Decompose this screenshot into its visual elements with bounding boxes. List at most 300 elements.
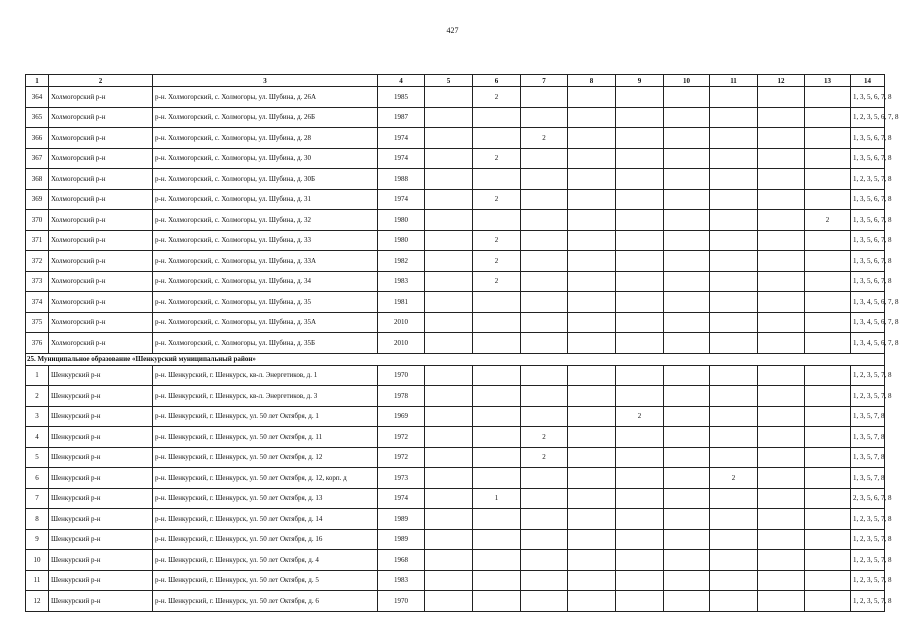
col9-cell — [616, 128, 664, 149]
col7-cell — [521, 251, 568, 272]
col5-cell — [425, 128, 473, 149]
row-number: 364 — [26, 87, 49, 108]
column-number-header-row — [26, 75, 885, 87]
col11-cell — [710, 148, 758, 169]
col8-cell — [568, 406, 616, 427]
address-cell: р-н. Шенкурский, г. Шенкурск, ул. 50 лет Октября, д. 1 — [153, 406, 378, 427]
col5-cell — [425, 570, 473, 591]
address-cell: р-н. Шенкурский, г. Шенкурск, ул. 50 лет Октября, д. 11 — [153, 427, 378, 448]
col6-cell — [473, 169, 521, 190]
col11-cell — [710, 169, 758, 190]
district-cell: Холмогорский р-н — [49, 169, 153, 190]
col5-cell — [425, 365, 473, 386]
col8-cell — [568, 550, 616, 571]
attributes-cell: 1, 3, 5, 7, 8 — [851, 447, 885, 468]
row-number: 7 — [26, 488, 49, 509]
col9-cell — [616, 312, 664, 333]
col10-cell — [664, 570, 710, 591]
col10-cell — [664, 468, 710, 489]
column-header: 5 — [425, 75, 473, 87]
col13-cell — [805, 312, 851, 333]
col9-cell — [616, 468, 664, 489]
col6-cell — [473, 468, 521, 489]
col8-cell — [568, 107, 616, 128]
year-cell: 2010 — [378, 312, 425, 333]
column-header: 7 — [521, 75, 568, 87]
table-row — [26, 292, 885, 313]
col13-cell — [805, 87, 851, 108]
col9-cell — [616, 447, 664, 468]
col7-cell — [521, 107, 568, 128]
attributes-cell: 1, 3, 5, 6, 7, 8 — [851, 251, 885, 272]
col8-cell — [568, 312, 616, 333]
col13-cell — [805, 591, 851, 612]
table-row — [26, 87, 885, 108]
col13-cell: 2 — [805, 210, 851, 231]
col7-cell — [521, 312, 568, 333]
column-header: 10 — [664, 75, 710, 87]
col10-cell — [664, 333, 710, 354]
col5-cell — [425, 427, 473, 448]
col5-cell — [425, 189, 473, 210]
col10-cell — [664, 271, 710, 292]
page-number: 427 — [446, 26, 459, 35]
attributes-cell: 1, 3, 4, 5, 6, 7, 8 — [851, 292, 885, 313]
col8-cell — [568, 365, 616, 386]
col8-cell — [568, 292, 616, 313]
col7-cell — [521, 169, 568, 190]
col13-cell — [805, 189, 851, 210]
address-cell: р-н. Холмогорский, с. Холмогоры, ул. Шубина, д. 33 — [153, 230, 378, 251]
col7-cell — [521, 386, 568, 407]
district-cell: Холмогорский р-н — [49, 128, 153, 149]
address-cell: р-н. Холмогорский, с. Холмогоры, ул. Шубина, д. 28 — [153, 128, 378, 149]
district-cell: Холмогорский р-н — [49, 271, 153, 292]
row-number: 368 — [26, 169, 49, 190]
attributes-cell: 1, 3, 5, 7, 8 — [851, 427, 885, 448]
col12-cell — [758, 570, 805, 591]
col6-cell — [473, 128, 521, 149]
col6-cell — [473, 386, 521, 407]
row-number: 372 — [26, 251, 49, 272]
col8-cell — [568, 230, 616, 251]
table-row — [26, 488, 885, 509]
col8-cell — [568, 251, 616, 272]
col11-cell — [710, 251, 758, 272]
row-number: 366 — [26, 128, 49, 149]
district-cell: Шенкурский р-н — [49, 406, 153, 427]
col9-cell — [616, 427, 664, 448]
year-cell: 1983 — [378, 570, 425, 591]
col11-cell — [710, 107, 758, 128]
attributes-cell: 1, 2, 3, 5, 7, 8 — [851, 570, 885, 591]
address-cell: р-н. Холмогорский, с. Холмогоры, ул. Шубина, д. 33А — [153, 251, 378, 272]
col11-cell: 2 — [710, 468, 758, 489]
col13-cell — [805, 333, 851, 354]
col5-cell — [425, 271, 473, 292]
col13-cell — [805, 488, 851, 509]
col7-cell — [521, 189, 568, 210]
row-number: 9 — [26, 529, 49, 550]
row-number: 4 — [26, 427, 49, 448]
table-row — [26, 406, 885, 427]
col7-cell — [521, 292, 568, 313]
col6-cell: 2 — [473, 189, 521, 210]
year-cell: 1972 — [378, 447, 425, 468]
col11-cell — [710, 509, 758, 530]
col9-cell — [616, 189, 664, 210]
district-cell: Шенкурский р-н — [49, 509, 153, 530]
column-header: 8 — [568, 75, 616, 87]
col12-cell — [758, 169, 805, 190]
row-number: 376 — [26, 333, 49, 354]
col12-cell — [758, 189, 805, 210]
year-cell: 1974 — [378, 189, 425, 210]
col12-cell — [758, 550, 805, 571]
col12-cell — [758, 529, 805, 550]
district-cell: Шенкурский р-н — [49, 550, 153, 571]
col5-cell — [425, 312, 473, 333]
col7-cell — [521, 529, 568, 550]
col5-cell — [425, 333, 473, 354]
attributes-cell: 1, 2, 3, 5, 7, 8 — [851, 169, 885, 190]
kholmogory-rows — [26, 87, 899, 354]
district-cell: Шенкурский р-н — [49, 488, 153, 509]
table-row — [26, 365, 885, 386]
col8-cell — [568, 148, 616, 169]
district-cell: Холмогорский р-н — [49, 333, 153, 354]
col10-cell — [664, 312, 710, 333]
col9-cell — [616, 271, 664, 292]
row-number: 374 — [26, 292, 49, 313]
table-row — [26, 468, 885, 489]
attributes-cell: 1, 3, 5, 6, 7, 8 — [851, 230, 885, 251]
table-row — [26, 169, 885, 190]
attributes-cell: 1, 3, 5, 6, 7, 8 — [851, 271, 885, 292]
col12-cell — [758, 488, 805, 509]
section-title: 25. Муниципальное образование «Шенкурский муниципальный район» — [26, 353, 885, 365]
col11-cell — [710, 447, 758, 468]
col8-cell — [568, 189, 616, 210]
row-number: 3 — [26, 406, 49, 427]
district-cell: Холмогорский р-н — [49, 148, 153, 169]
col9-cell — [616, 529, 664, 550]
col13-cell — [805, 230, 851, 251]
col7-cell — [521, 148, 568, 169]
col10-cell — [664, 251, 710, 272]
table-row — [26, 529, 885, 550]
col10-cell — [664, 529, 710, 550]
col9-cell — [616, 148, 664, 169]
col7-cell — [521, 365, 568, 386]
col7-cell — [521, 210, 568, 231]
col13-cell — [805, 292, 851, 313]
col6-cell: 2 — [473, 251, 521, 272]
attributes-cell: 1, 3, 5, 7, 8 — [851, 406, 885, 427]
col5-cell — [425, 509, 473, 530]
address-cell: р-н. Шенкурский, г. Шенкурск, ул. 50 лет Октября, д. 12 — [153, 447, 378, 468]
col10-cell — [664, 447, 710, 468]
col6-cell — [473, 529, 521, 550]
col11-cell — [710, 292, 758, 313]
col5-cell — [425, 591, 473, 612]
col12-cell — [758, 292, 805, 313]
col6-cell: 2 — [473, 87, 521, 108]
district-cell: Шенкурский р-н — [49, 468, 153, 489]
attributes-cell: 1, 2, 3, 5, 7, 8 — [851, 550, 885, 571]
col8-cell — [568, 509, 616, 530]
col12-cell — [758, 333, 805, 354]
attributes-cell: 1, 3, 4, 5, 6, 7, 8 — [851, 333, 885, 354]
district-cell: Шенкурский р-н — [49, 447, 153, 468]
row-number: 2 — [26, 386, 49, 407]
col12-cell — [758, 107, 805, 128]
col13-cell — [805, 365, 851, 386]
col8-cell — [568, 386, 616, 407]
col6-cell — [473, 333, 521, 354]
col5-cell — [425, 550, 473, 571]
col12-cell — [758, 406, 805, 427]
col8-cell — [568, 447, 616, 468]
col12-cell — [758, 509, 805, 530]
col11-cell — [710, 427, 758, 448]
col12-cell — [758, 210, 805, 231]
col11-cell — [710, 386, 758, 407]
row-number: 371 — [26, 230, 49, 251]
col6-cell: 2 — [473, 230, 521, 251]
col6-cell — [473, 427, 521, 448]
col9-cell — [616, 210, 664, 231]
col13-cell — [805, 509, 851, 530]
row-number: 370 — [26, 210, 49, 231]
col13-cell — [805, 251, 851, 272]
table-row — [26, 570, 885, 591]
col12-cell — [758, 427, 805, 448]
col8-cell — [568, 488, 616, 509]
address-cell: р-н. Шенкурский, г. Шенкурск, ул. 50 лет Октября, д. 13 — [153, 488, 378, 509]
col6-cell — [473, 591, 521, 612]
address-cell: р-н. Холмогорский, с. Холмогоры, ул. Шубина, д. 30Б — [153, 169, 378, 190]
col6-cell — [473, 292, 521, 313]
address-cell: р-н. Холмогорский, с. Холмогоры, ул. Шубина, д. 35Б — [153, 333, 378, 354]
table-row — [26, 312, 885, 333]
district-cell: Холмогорский р-н — [49, 251, 153, 272]
col10-cell — [664, 591, 710, 612]
col9-cell — [616, 87, 664, 108]
col11-cell — [710, 271, 758, 292]
year-cell: 1974 — [378, 488, 425, 509]
address-cell: р-н. Холмогорский, с. Холмогоры, ул. Шубина, д. 35А — [153, 312, 378, 333]
col13-cell — [805, 386, 851, 407]
col10-cell — [664, 230, 710, 251]
col5-cell — [425, 148, 473, 169]
col7-cell — [521, 509, 568, 530]
col13-cell — [805, 447, 851, 468]
col6-cell — [473, 570, 521, 591]
col6-cell — [473, 447, 521, 468]
attributes-cell: 1, 3, 5, 6, 7, 8 — [851, 210, 885, 231]
column-header: 11 — [710, 75, 758, 87]
address-cell: р-н. Шенкурский, г. Шенкурск, кв-л. Энергетиков, д. 1 — [153, 365, 378, 386]
row-number: 369 — [26, 189, 49, 210]
row-number: 8 — [26, 509, 49, 530]
district-cell: Холмогорский р-н — [49, 230, 153, 251]
col11-cell — [710, 312, 758, 333]
table-row — [26, 128, 885, 149]
col12-cell — [758, 312, 805, 333]
year-cell: 1981 — [378, 292, 425, 313]
col9-cell — [616, 488, 664, 509]
col9-cell — [616, 169, 664, 190]
attributes-cell: 1, 3, 5, 6, 7, 8 — [851, 189, 885, 210]
col11-cell — [710, 488, 758, 509]
col6-cell — [473, 107, 521, 128]
col5-cell — [425, 386, 473, 407]
column-header: 1 — [26, 75, 49, 87]
district-cell: Шенкурский р-н — [49, 570, 153, 591]
col7-cell: 2 — [521, 427, 568, 448]
year-cell: 1989 — [378, 509, 425, 530]
district-cell: Холмогорский р-н — [49, 87, 153, 108]
col12-cell — [758, 128, 805, 149]
col8-cell — [568, 210, 616, 231]
col11-cell — [710, 365, 758, 386]
year-cell: 1980 — [378, 230, 425, 251]
col11-cell — [710, 333, 758, 354]
row-number: 10 — [26, 550, 49, 571]
year-cell: 1974 — [378, 148, 425, 169]
shenkursk-rows — [26, 365, 892, 611]
col12-cell — [758, 447, 805, 468]
col7-cell — [521, 406, 568, 427]
col11-cell — [710, 128, 758, 149]
address-cell: р-н. Холмогорский, с. Холмогоры, ул. Шубина, д. 30 — [153, 148, 378, 169]
col12-cell — [758, 251, 805, 272]
table-row — [26, 148, 885, 169]
housing-registry-table — [25, 74, 899, 612]
col8-cell — [568, 529, 616, 550]
col10-cell — [664, 406, 710, 427]
col10-cell — [664, 189, 710, 210]
col5-cell — [425, 447, 473, 468]
col5-cell — [425, 210, 473, 231]
year-cell: 1988 — [378, 169, 425, 190]
table-row — [26, 427, 885, 448]
year-cell: 1989 — [378, 529, 425, 550]
col7-cell — [521, 488, 568, 509]
year-cell: 1985 — [378, 87, 425, 108]
attributes-cell: 1, 3, 5, 7, 8 — [851, 468, 885, 489]
year-cell: 1968 — [378, 550, 425, 571]
attributes-cell: 1, 3, 4, 5, 6, 7, 8 — [851, 312, 885, 333]
col6-cell — [473, 312, 521, 333]
col5-cell — [425, 169, 473, 190]
col9-cell — [616, 292, 664, 313]
address-cell: р-н. Холмогорский, с. Холмогоры, ул. Шубина, д. 26Б — [153, 107, 378, 128]
year-cell: 1970 — [378, 591, 425, 612]
col6-cell — [473, 406, 521, 427]
row-number: 373 — [26, 271, 49, 292]
col11-cell — [710, 591, 758, 612]
col12-cell — [758, 148, 805, 169]
col10-cell — [664, 210, 710, 231]
year-cell: 1973 — [378, 468, 425, 489]
address-cell: р-н. Холмогорский, с. Холмогоры, ул. Шубина, д. 31 — [153, 189, 378, 210]
year-cell: 1969 — [378, 406, 425, 427]
table-row — [26, 550, 885, 571]
col10-cell — [664, 365, 710, 386]
col11-cell — [710, 230, 758, 251]
address-cell: р-н. Шенкурский, г. Шенкурск, ул. 50 лет Октября, д. 6 — [153, 591, 378, 612]
year-cell: 2010 — [378, 333, 425, 354]
col9-cell — [616, 333, 664, 354]
col10-cell — [664, 427, 710, 448]
address-cell: р-н. Холмогорский, с. Холмогоры, ул. Шубина, д. 32 — [153, 210, 378, 231]
col9-cell — [616, 230, 664, 251]
section-heading-row — [26, 353, 885, 365]
col8-cell — [568, 570, 616, 591]
address-cell: р-н. Шенкурский, г. Шенкурск, ул. 50 лет Октября, д. 14 — [153, 509, 378, 530]
col9-cell — [616, 509, 664, 530]
column-header: 13 — [805, 75, 851, 87]
address-cell: р-н. Холмогорский, с. Холмогоры, ул. Шубина, д. 34 — [153, 271, 378, 292]
col13-cell — [805, 529, 851, 550]
col5-cell — [425, 87, 473, 108]
col13-cell — [805, 468, 851, 489]
row-number: 375 — [26, 312, 49, 333]
col7-cell — [521, 550, 568, 571]
attributes-cell: 1, 2, 3, 5, 7, 8 — [851, 591, 885, 612]
attributes-cell: 1, 2, 3, 5, 7, 8 — [851, 365, 885, 386]
table-row — [26, 230, 885, 251]
attributes-cell: 1, 3, 5, 6, 7, 8 — [851, 128, 885, 149]
col7-cell — [521, 230, 568, 251]
row-number: 365 — [26, 107, 49, 128]
col13-cell — [805, 570, 851, 591]
col11-cell — [710, 210, 758, 231]
col13-cell — [805, 148, 851, 169]
year-cell: 1978 — [378, 386, 425, 407]
col7-cell — [521, 570, 568, 591]
column-header: 3 — [153, 75, 378, 87]
col9-cell: 2 — [616, 406, 664, 427]
col8-cell — [568, 87, 616, 108]
col11-cell — [710, 189, 758, 210]
column-header: 2 — [49, 75, 153, 87]
year-cell: 1982 — [378, 251, 425, 272]
col13-cell — [805, 406, 851, 427]
table-row — [26, 333, 885, 354]
row-number: 6 — [26, 468, 49, 489]
address-cell: р-н. Шенкурский, г. Шенкурск, ул. 50 лет Октября, д. 4 — [153, 550, 378, 571]
col8-cell — [568, 271, 616, 292]
year-cell: 1980 — [378, 210, 425, 231]
col5-cell — [425, 251, 473, 272]
district-cell: Холмогорский р-н — [49, 292, 153, 313]
col5-cell — [425, 488, 473, 509]
row-number: 367 — [26, 148, 49, 169]
col10-cell — [664, 87, 710, 108]
column-header: 6 — [473, 75, 521, 87]
row-number: 12 — [26, 591, 49, 612]
col8-cell — [568, 468, 616, 489]
address-cell: р-н. Холмогорский, с. Холмогоры, ул. Шубина, д. 26А — [153, 87, 378, 108]
col5-cell — [425, 107, 473, 128]
address-cell: р-н. Шенкурский, г. Шенкурск, ул. 50 лет Октября, д. 16 — [153, 529, 378, 550]
column-header: 12 — [758, 75, 805, 87]
col10-cell — [664, 550, 710, 571]
col11-cell — [710, 529, 758, 550]
